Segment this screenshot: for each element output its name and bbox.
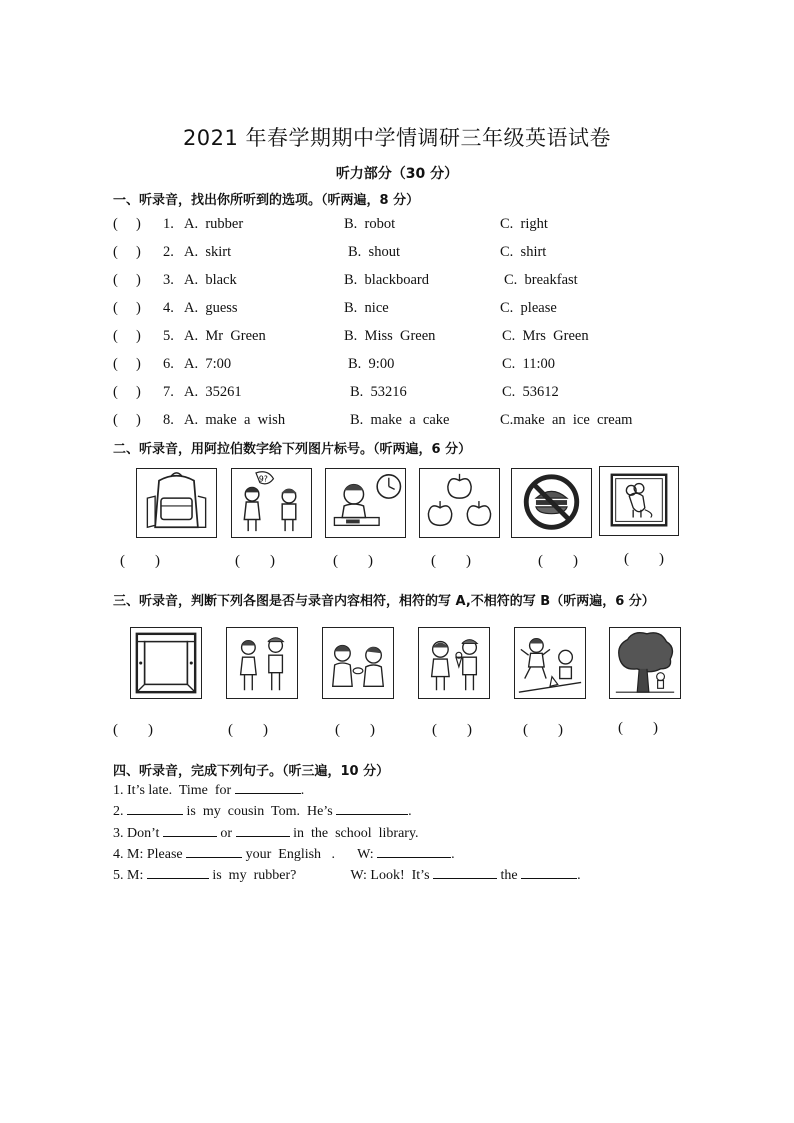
apples-icon [420, 469, 499, 537]
option-a: A. Mr Green [184, 328, 266, 344]
picture-number-paren[interactable]: ( ) [431, 553, 471, 569]
question-row [113, 412, 673, 432]
answer-blank[interactable] [336, 801, 408, 815]
answer-paren[interactable]: ( ) [113, 356, 141, 372]
option-c: C. please [500, 300, 557, 316]
section-3-heading: 三、听录音，判断下列各图是否与录音内容相符，相符的写 A,不相符的写 B（听两遍，6 分） [113, 594, 655, 609]
question-number: 8. [163, 412, 174, 428]
true-false-paren[interactable]: ( ) [113, 722, 153, 738]
picture-number-paren[interactable]: ( ) [235, 553, 275, 569]
option-b: B. 53216 [350, 384, 407, 400]
option-c: C. 53612 [502, 384, 559, 400]
kids-running-icon [515, 628, 585, 698]
listening-section-title: 听力部分（30 分） [335, 166, 459, 182]
question-row [113, 328, 673, 348]
question-number: 2. [163, 244, 174, 260]
true-false-paren[interactable]: ( ) [432, 722, 472, 738]
speech-text: 9? [258, 474, 268, 484]
children-standing-icon [227, 628, 297, 698]
option-b: B. shout [348, 244, 400, 260]
true-false-paren[interactable]: ( ) [228, 722, 268, 738]
boy-girl-ice-cream-picture [418, 627, 490, 699]
answer-paren[interactable]: ( ) [113, 244, 141, 260]
question-row [113, 244, 673, 264]
picture-number-paren[interactable]: ( ) [538, 553, 578, 569]
answer-paren[interactable]: ( ) [113, 216, 141, 232]
answer-blank[interactable] [521, 865, 577, 879]
option-c: C. shirt [500, 244, 547, 260]
answer-blank[interactable] [147, 865, 209, 879]
option-b: B. robot [344, 216, 396, 232]
sentence-5: 5. M: is my rubber? W: Look! It’s the . [113, 865, 581, 884]
option-b: B. make a cake [350, 412, 450, 428]
option-c: C. breakfast [504, 272, 578, 288]
no-hamburger-picture [511, 468, 592, 538]
mouse-icon [600, 467, 678, 535]
exam-title: 2021 年春学期期中学情调研三年级英语试卷 [182, 126, 612, 150]
answer-blank[interactable] [186, 844, 242, 858]
question-number: 4. [163, 300, 174, 316]
question-number: 7. [163, 384, 174, 400]
question-number: 3. [163, 272, 174, 288]
section-1-heading: 一、听录音，找出你所听到的选项。（听两遍，8 分） [113, 193, 420, 208]
apples-picture [419, 468, 500, 538]
girl-breakfast-clock-picture [325, 468, 406, 538]
answer-blank[interactable] [377, 844, 451, 858]
option-a: A. rubber [184, 216, 244, 232]
children-talking-icon [232, 469, 311, 537]
children-ice-cream-icon [419, 628, 489, 698]
section-4-heading: 四、听录音，完成下列句子。（听三遍，10 分） [113, 764, 390, 779]
answer-blank[interactable] [236, 823, 290, 837]
answer-blank[interactable] [127, 801, 183, 815]
option-a: A. 7:00 [184, 356, 232, 372]
window-icon [131, 628, 201, 698]
tree-picture [609, 627, 681, 699]
question-row [113, 216, 673, 236]
sentence-1: 1. It’s late. Time for . [113, 780, 304, 799]
mouse-poster-picture [599, 466, 679, 536]
girls-eating-picture [322, 627, 394, 699]
question-number: 5. [163, 328, 174, 344]
option-c: C. 11:00 [502, 356, 556, 372]
schoolbag-icon [137, 469, 216, 537]
option-c: C. right [500, 216, 548, 232]
girls-eating-icon [323, 628, 393, 698]
option-b: B. 9:00 [348, 356, 395, 372]
sentence-2: 2. is my cousin Tom. He’s . [113, 801, 412, 820]
kids-running-picture [514, 627, 586, 699]
answer-blank[interactable] [235, 780, 301, 794]
picture-number-paren[interactable]: ( ) [120, 553, 160, 569]
answer-paren[interactable]: ( ) [113, 300, 141, 316]
true-false-paren[interactable]: ( ) [335, 722, 375, 738]
tree-icon [610, 628, 680, 698]
question-row [113, 300, 673, 320]
question-row [113, 356, 673, 376]
answer-blank[interactable] [163, 823, 217, 837]
sentence-3: 3. Don’t or in the school library. [113, 823, 419, 842]
option-a: A. guess [184, 300, 238, 316]
no-food-sign-icon [512, 469, 591, 537]
answer-paren[interactable]: ( ) [113, 272, 141, 288]
answer-paren[interactable]: ( ) [113, 328, 141, 344]
question-number: 6. [163, 356, 174, 372]
option-c: C. Mrs Green [502, 328, 589, 344]
boy-girl-talking-picture [231, 468, 312, 538]
boy-girl-standing-picture [226, 627, 298, 699]
answer-blank[interactable] [433, 865, 497, 879]
option-c: C.make an ice cream [500, 412, 633, 428]
option-a: A. skirt [184, 244, 232, 260]
option-b: B. Miss Green [344, 328, 436, 344]
option-a: A. black [184, 272, 237, 288]
option-a: A. 35261 [184, 384, 242, 400]
option-b: B. blackboard [344, 272, 429, 288]
window-picture [130, 627, 202, 699]
option-b: B. nice [344, 300, 389, 316]
sentence-4: 4. M: Please your English . W: . [113, 844, 455, 863]
picture-number-paren[interactable]: ( ) [333, 553, 373, 569]
question-row [113, 272, 673, 292]
option-a: A. make a wish [184, 412, 286, 428]
picture-number-paren[interactable]: ( ) [624, 551, 664, 567]
answer-paren[interactable]: ( ) [113, 384, 141, 400]
section-2-heading: 二、听录音，用阿拉伯数字给下列图片标号。（听两遍，6 分） [113, 442, 472, 457]
schoolbag-picture [136, 468, 217, 538]
question-number: 1. [163, 216, 174, 232]
true-false-paren[interactable]: ( ) [618, 720, 658, 736]
true-false-paren[interactable]: ( ) [523, 722, 563, 738]
answer-paren[interactable]: ( ) [113, 412, 141, 428]
breakfast-clock-icon [326, 469, 405, 537]
question-row [113, 384, 673, 404]
